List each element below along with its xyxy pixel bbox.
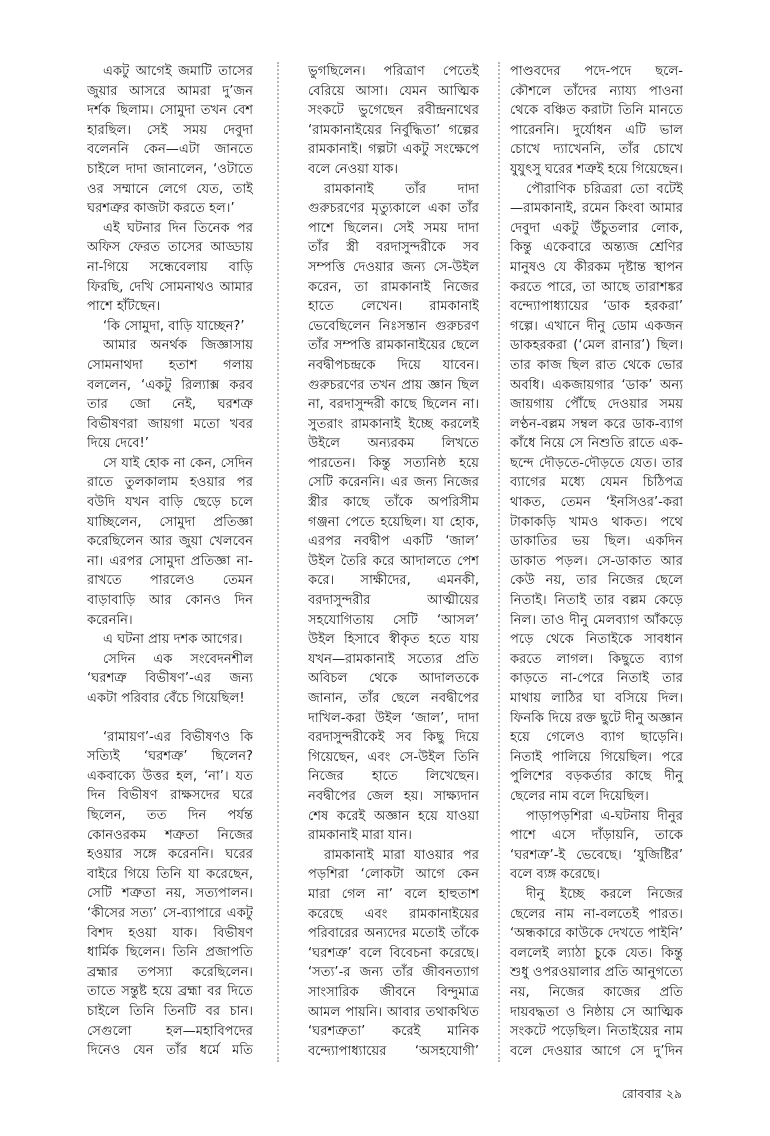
article-paragraph: রামকানাই মারা যাওয়ার পর পড়শিরা ‘লোকটা আগে কেন মারা গেল না’ বলে হাহুতাশ করেছে এবং রামকানাইয়ের পরিবারের অন্যদের মতোই তাঁকে ‘ঘরশত্রু’ বলে বিবেচনা করেছে। ‘সত্য’-র জন্য তাঁর জীবনত্যাগ সাংসারিক জীবনে বিন্দুমাত্র আমল পায়নি। আবার তথাকথিত ‘ঘরশত্রুতা’ করেই মানিক বন্দ্যোপাধ্যায়ের ‘অসহযোগী’ [308,847,479,1059]
article-paragraph: ‘রামায়ণ’-এর বিভীষণও কি সত্যিই ‘ঘরশত্রু’ ছিলেন? একবাক্যে উত্তর হল, ‘না’। যত দিন বিভীষণ রাক্ষসদের ঘরে ছিলেন, তত দিন পর্যন্ত কোনওরকম শত্রুতা নিজের হওয়ার সঙ্গে করেননি। ঘরের বাইরে গিয়ে তিনি যা করেছেন, সেটি শত্রুতা নয়, সত্যপালন। ‘কীসের সত্য’ সে-ব্যাপারে একটু বিশদ হওয়া যাক। বিভীষণ ধার্মিক ছিলেন। তিনি প্রজাপতি ব্রহ্মার তপস্যা করেছিলেন। তাতে সন্তুষ্ট হয়ে ব্রহ্মা বর দিতে চাইলে তিনি তিনটি বর চান। সেগুলো হল—মহাবিপদের দিনেও যেন তাঁর ধর্মে মতি [87,729,253,1059]
article-paragraph: ‘কি সোমুদা, বাড়ি যাচ্ছেন?’ [103,318,245,334]
article-paragraph: দীনু ইচ্ছে করলে নিজের ছেলের নাম না-বলতেই পারত। ‘অন্ধকারে কাউকে দেখতে পাইনি’ বললেই ল্যাঠা চুকে যেত। কিন্তু শুধু ওপরওয়ালার প্রতি আনুগত্যে নয়, নিজের কাজের প্রতি দায়বদ্ধতা ও নিষ্ঠায় সে আত্মিক সংকটে পড়েছিল। নিতাইয়ের নাম বলে দেওয়ার আগে সে দু’দিন [510,886,683,1059]
article-paragraph: পৌরাণিক চরিত্ররা তো বটেই—রামকানাই, রমেন কিংবা আমার দেবুদা একটু উঁচুতলার লোক, কিন্তু একেবারে অন্ত্যজ শ্রেণির মানুষও যে কীরকম দৃষ্টান্ত স্থাপন করতে পারে, তা আছে তারাশঙ্কর বন্দ্যোপাধ্যায়ের ‘ডাক হরকরা’ গল্পে। এখানে দীনু ডোম একজন ডাকহরকরা (‘মেল রানার’) ছিল। তার কাজ ছিল রাত থেকে ভোর অবধি। একজায়গার ‘ডাক’ অন্য জায়গায় পৌঁছে দেওয়ার সময় লণ্ঠন-বল্লম সম্বল করে ডাক-ব্যাগ কাঁধে নিয়ে সে নিশুতি রাতে এক-ছন্দে দৌড়তে-দৌড়তে যেত। তার ব্যাগের মধ্যে যেমন চিঠিপত্র থাকত, তেমন ‘ইনসিওর’-করা টাকাকড়ি খামও থাকত। পথে ডাকাতির ভয় ছিল। একদিন ডাকাত পড়ল। সে-ডাকাত আর কেউ নয়, তার নিজের ছেলে নিতাই। নিতাই তার বল্লম কেড়ে নিল। তাও দীনু মেলব্যাগ আঁকড়ে পড়ে থেকে নিতাইকে সাবধান করতে লাগল। কিছুতে ব্যাগ কাড়তে না-পেরে নিতাই তার মাথায় লাঠির ঘা বসিয়ে দিল। ফিনকি দিয়ে রক্ত ছুটে দীনু অজ্ঞান হয়ে গেলেও ব্যাগ ছাড়েনি। নিতাই পালিয়ে গিয়েছিল। পরে পুলিশের বড়কর্তার কাছে দীনু ছেলের নাম বলে দিয়েছিল। [510,181,683,804]
article-column-2 [308,62,479,1062]
article-paragraph: পাণ্ডবদের পদে-পদে ছলে-কৌশলে তাঁদের ন্যায্য পাওনা থেকে বঞ্চিত করাটা তিনি মানতে পারেননি। দুর্যোধন এটি ভাল চোখে দ্যাখেননি, তাঁর চোখে যুযুৎসু ঘরের শত্রুই হয়ে গিয়েছেন। [510,64,683,177]
article-column-3 [510,62,683,1062]
article-paragraph: আমার অনর্থক জিজ্ঞাসায় সোমনাথদা হতাশ গলায় বললেন, ‘একটু রিল্যাক্স করব তার জো নেই, ঘরশত্রু বিভীষণরা জায়গা মতো খবর দিয়ে দেবে!’ [87,338,253,452]
page-folio: রোববার ২৯ [621,1086,682,1101]
article-paragraph: সেদিন এক সংবেদনশীল ‘ঘরশত্রু বিভীষণ’-এর জন্য একটা পরিবার বেঁচে গিয়েছিল! [87,651,253,706]
column-divider-1 [277,62,279,1062]
article-paragraph: এই ঘটনার দিন তিনেক পর অফিস ফেরত তাসের আড্ডায় না-গিয়ে সন্ধেবেলায় বাড়ি ফিরছি, দেখি সোমনাথও আমার পাশে হাঁটছেন। [87,220,253,315]
article-paragraph: ভুগছিলেন। পরিত্রাণ পেতেই বেরিয়ে আসা। যেমন আত্মিক সংকটে ভুগেছেন রবীন্দ্রনাথের ‘রামকানাইয়ের নির্বুদ্ধিতা’ গল্পের রামকানাই। গল্পটা একটু সংক্ষেপে বলে নেওয়া যাক। [308,64,479,177]
article-column-1 [87,62,253,1062]
column-divider-2 [498,62,500,1062]
article-paragraph: রামকানাই তাঁর দাদা গুরুচরণের মৃত্যুকালে একা তাঁর পাশে ছিলেন। সেই সময় দাদা তাঁর স্ত্রী বরদাসুন্দরীকে সব সম্পত্তি দেওয়ার জন্য সে-উইল করেন, তা রামকানাই নিজের হাতে লেখেন। রামকানাই ভেবেছিলেন নিঃসন্তান গুরুচরণ তাঁর সম্পত্তি রামকানাইয়ের ছেলে নবদ্বীপচন্দ্রকে দিয়ে যাবেন। গুরুচরণের তখন প্রায় জ্ঞান ছিল না, বরদাসুন্দরী কাছে ছিলেন না। সুতরাং রামকানাই ইচ্ছে করলেই উইলে অন্যরকম লিখতে পারতেন। কিন্তু সত্যনিষ্ঠ হয়ে সেটি করেননি। এর জন্য নিজের স্ত্রীর কাছে তাঁকে অপরিসীম গঞ্জনা পেতে হয়েছিল। যা হোক, এরপর নবদ্বীপ একটি ‘জাল’ উইল তৈরি করে আদালতে পেশ করে। সাক্ষীদের, এমনকী, বরদাসুন্দরীর আত্মীয়ের সহযোগিতায় সেটি ‘আসল’ উইল হিসাবে স্বীকৃত হতে যায় যখন—রামকানাই সত্যের প্রতি অবিচল থেকে আদালতকে জানান, তাঁর ছেলে নবদ্বীপের দাখিল-করা উইল ‘জাল’, দাদা বরদাসুন্দরীকেই সব কিছু দিয়ে গিয়েছেন, এবং সে-উইল তিনি নিজের হাতে লিখেছেন। নবদ্বীপের জেল হয়। সাক্ষ্যদান শেষ করেই অজ্ঞান হয়ে যাওয়া রামকানাই মারা যান। [308,181,479,844]
article-paragraph: এ ঘটনা প্রায় দশক আগের। [103,632,243,648]
article-paragraph: একটু আগেই জমাটি তাসের জুয়ার আসরে আমরা দু’জন দর্শক ছিলাম। সোমুদা তখন বেশ হারছিল। সেই সময় দেবুদা বলেননি কেন—এটা জানতে চাইলে দাদা জানালেন, ‘ওটাতে ওর সম্মানে লেগে যেত, তাই ঘরশত্রুর কাজটা করতে হল।’ [87,64,253,217]
article-paragraph: পাড়াপড়শিরা এ-ঘটনায় দীনুর পাশে এসে দাঁড়ায়নি, তাকে ‘ঘরশত্রু’-ই ভেবেছে। ‘যুজিষ্টির’ বলে ব্যঙ্গ করেছে। [510,808,683,883]
article-paragraph: সে যাই হোক না কেন, সেদিন রাতে তুলকালাম হওয়ার পর বউদি যখন বাড়ি ছেড়ে চলে যাচ্ছিলেন, সোমুদা প্রতিজ্ঞা করেছিলেন আর জুয়া খেলবেন না। এরপর সোমুদা প্রতিজ্ঞা না-রাখতে পারলেও তেমন বাড়াবাড়ি আর কোনও দিন করেননি। [87,455,253,628]
section-break [87,709,253,728]
